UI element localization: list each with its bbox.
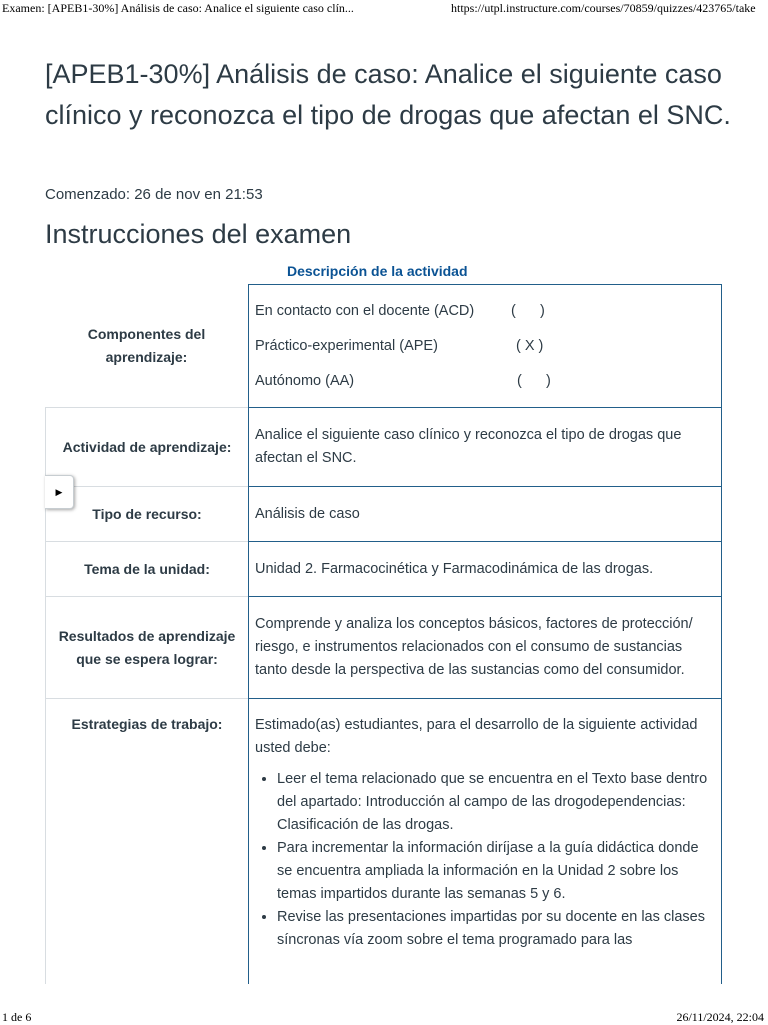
unit-label: Tema de la unidad: (45, 541, 248, 597)
print-datetime: 26/11/2024, 22:04 (676, 1010, 764, 1024)
play-right-icon: ▶ (55, 486, 63, 497)
component-acd-mark: ( ) (511, 302, 545, 319)
activity-label: Actividad de aprendizaje: (45, 407, 248, 487)
table-row-strategies (45, 698, 722, 984)
list-item: • Para incrementar la información diríjase a la guía didáctica donde se encuentra ampliada la información en la Unidad 2 sobre los temas impartidos durante las semanas 5 y 6. (277, 837, 715, 906)
instructions-heading: Instrucciones del examen (45, 219, 352, 249)
print-footer (0, 1008, 768, 1024)
activity-value: Analice el siguiente caso clínico y reconozca el tipo de drogas que afectan el SNC. (255, 427, 682, 466)
results-cell (248, 596, 722, 699)
component-ape (255, 329, 715, 364)
table-row-components (45, 284, 722, 408)
resource-label: Tipo de recurso: (45, 486, 248, 542)
table-row-activity (45, 407, 722, 487)
table-row-resource (45, 486, 722, 542)
table-row-unit (45, 541, 722, 597)
unit-cell (248, 541, 722, 597)
component-aa-name: Autónomo (AA) (255, 372, 355, 389)
results-value: Comprende y analiza los conceptos básicos, factores de protección/ riesgo, e instrumentos relacionados con el consumo de sustancias tanto desde la perspectiva de las sustancias como del consumidor. (255, 616, 693, 678)
component-ape-mark: ( X ) (516, 337, 544, 354)
resource-value: Análisis de caso (255, 505, 360, 522)
activity-description-table (45, 284, 722, 984)
page-number: 1 de 6 (2, 1010, 32, 1024)
resource-cell (248, 486, 722, 542)
unit-value: Unidad 2. Farmacocinética y Farmacodinámica de las drogas. (255, 560, 654, 577)
table-row-results (45, 596, 722, 699)
strategies-list (255, 768, 715, 952)
strategies-label: Estrategias de trabajo: (45, 698, 248, 984)
components-cell (248, 284, 722, 408)
component-acd-name: En contacto con el docente (ACD) (255, 302, 475, 319)
component-ape-name: Práctico-experimental (APE) (255, 337, 438, 354)
component-acd (255, 294, 715, 329)
print-header (0, 0, 768, 18)
quiz-title: [APEB1-30%] Análisis de caso: Analice el siguiente caso clínico y reconozca el tipo de drogas que afectan el SNC. (45, 59, 731, 130)
strategies-intro: Estimado(as) estudiantes, para el desarrollo de la siguiente actividad usted debe: (255, 717, 698, 756)
list-item: • Revise las presentaciones impartidas por su docente en las clases síncronas vía zoom sobre el tema programado para las (277, 906, 715, 952)
component-aa-mark: ( ) (517, 372, 551, 389)
list-item: • Leer el tema relacionado que se encuentra en el Texto base dentro del apartado: Introducción al campo de las drogodependencias: Clasificación de las drogas. (277, 768, 715, 837)
component-aa (255, 364, 715, 399)
activity-cell (248, 407, 722, 487)
print-header-title: Examen: [APEB1-30%] Análisis de caso: Analice el siguiente caso clín... (2, 1, 354, 15)
strategies-cell (248, 698, 722, 984)
print-header-url: https://utpl.instructure.com/courses/70859/quizzes/423765/take (451, 1, 756, 15)
expand-sidebar-button[interactable] (45, 475, 74, 509)
started-timestamp: Comenzado: 26 de nov en 21:53 (45, 186, 263, 203)
results-label: Resultados de aprendizaje que se espera lograr: (45, 596, 248, 699)
activity-description-caption: Descripción de la actividad (287, 263, 468, 279)
components-label: Componentes del aprendizaje: (87, 326, 206, 365)
